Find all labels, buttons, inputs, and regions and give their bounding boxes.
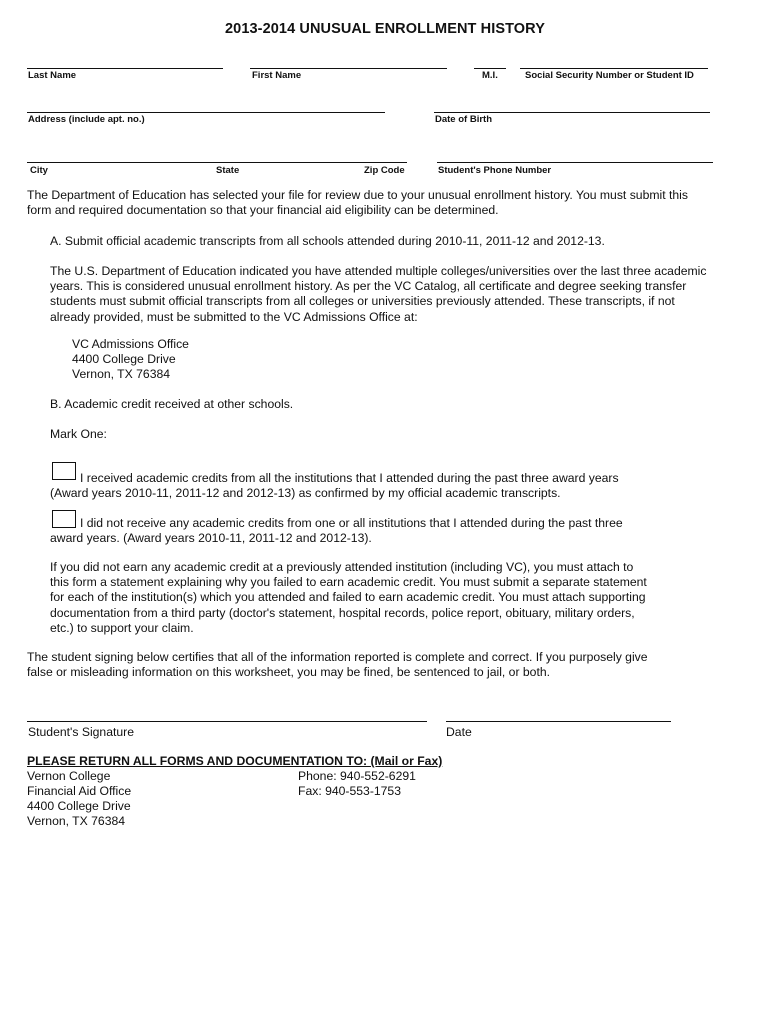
section-b: B. Academic credit received at other schools. xyxy=(50,397,294,411)
first-name-label: First Name xyxy=(252,70,302,81)
address-line: VC Admissions Office xyxy=(72,337,189,351)
return-contact xyxy=(298,769,416,799)
ssn-input[interactable] xyxy=(520,68,708,69)
address-line: Vernon, TX 76384 xyxy=(72,367,171,382)
address-label: Address (include apt. no.) xyxy=(28,114,145,125)
option-2-text xyxy=(50,516,623,546)
return-address-line: Vernon College xyxy=(27,769,111,783)
date-input[interactable] xyxy=(446,721,671,722)
doe-line: The U.S. Department of Education indicated you have attended multiple colleges/universities over the last three academic xyxy=(50,264,707,278)
doe-line: students must submit official transcripts from all colleges or universities previously attended. These transcripts, if not xyxy=(50,294,675,309)
city-state-zip-input[interactable] xyxy=(27,162,407,163)
intro-line: form and required documentation so that your financial aid eligibility can be determined. xyxy=(27,203,499,218)
dob-label: Date of Birth xyxy=(435,114,492,125)
ssn-label: Social Security Number or Student ID xyxy=(525,70,694,81)
phone-label: Student's Phone Number xyxy=(438,165,552,176)
section-a: A. Submit official academic transcripts from all schools attended during 2010-11, 2011-12 and 2012-13. xyxy=(50,234,605,248)
option-2-line: I did not receive any academic credits from one or all institutions that I attended during the past three xyxy=(80,516,623,530)
state-label: State xyxy=(216,165,240,176)
certification-line: The student signing below certifies that all of the information reported is complete and correct. If you purposely give xyxy=(27,650,648,664)
option-1-line: (Award years 2010-11, 2011-12 and 2012-13) as confirmed by my official academic transcripts. xyxy=(50,486,561,501)
certification-paragraph xyxy=(27,650,648,680)
no-credit-line: etc.) to support your claim. xyxy=(50,620,194,635)
city-label: City xyxy=(30,165,48,176)
return-address xyxy=(27,769,131,829)
intro-line: The Department of Education has selected your file for review due to your unusual enrollment history. You must submit this xyxy=(27,188,688,202)
no-credit-line: for each of the institution(s) which you attended and failed to earn academic credit. You must attach supporting xyxy=(50,590,646,605)
intro-paragraph xyxy=(27,188,688,218)
phone-input[interactable] xyxy=(437,162,713,163)
doe-paragraph xyxy=(50,264,706,325)
last-name-input[interactable] xyxy=(27,68,223,69)
first-name-input[interactable] xyxy=(250,68,447,69)
form-title: 2013-2014 UNUSUAL ENROLLMENT HISTORY xyxy=(225,21,545,37)
signature-label: Student's Signature xyxy=(28,725,134,739)
doe-line: years. This is considered unusual enrollment history. As per the VC Catalog, all certificate and degree seeking transfer xyxy=(50,279,687,294)
no-credit-line: documentation from a third party (doctor's statement, hospital records, police report, obituary, military orders, xyxy=(50,605,635,620)
last-name-label: Last Name xyxy=(28,70,77,81)
date-label: Date xyxy=(446,725,472,739)
zip-label: Zip Code xyxy=(364,165,405,176)
no-credit-paragraph xyxy=(50,560,647,636)
address-input[interactable] xyxy=(27,112,385,113)
option-1-text xyxy=(50,471,619,501)
option-1-line: I received academic credits from all the institutions that I attended during the past three award years xyxy=(80,471,619,485)
phone-number: Phone: 940-552-6291 xyxy=(298,769,416,783)
fax-number: Fax: 940-553-1753 xyxy=(298,784,401,798)
mark-one-label: Mark One: xyxy=(50,427,107,441)
return-heading: PLEASE RETURN ALL FORMS AND DOCUMENTATION TO: (Mail or Fax) xyxy=(27,754,443,768)
return-address-line: Vernon, TX 76384 xyxy=(27,814,126,828)
mi-label: M.I. xyxy=(482,70,498,81)
no-credit-line: If you did not earn any academic credit at a previously attended institution (including VC), you must attach to xyxy=(50,560,634,574)
return-address-line: Financial Aid Office xyxy=(27,784,132,798)
doe-line: already provided, must be submitted to the VC Admissions Office at: xyxy=(50,309,418,324)
admissions-address xyxy=(72,337,189,383)
no-credit-line: this form a statement explaining why you failed to earn academic credit. You must submit a separate statement xyxy=(50,575,647,590)
certification-line: false or misleading information on this worksheet, you may be fined, be sentenced to jail, or both. xyxy=(27,665,550,680)
option-2-line: award years. (Award years 2010-11, 2011-12 and 2012-13). xyxy=(50,531,372,546)
signature-input[interactable] xyxy=(27,721,427,722)
mi-input[interactable] xyxy=(474,68,506,69)
address-line: 4400 College Drive xyxy=(72,352,176,367)
return-address-line: 4400 College Drive xyxy=(27,799,131,813)
dob-input[interactable] xyxy=(434,112,710,113)
